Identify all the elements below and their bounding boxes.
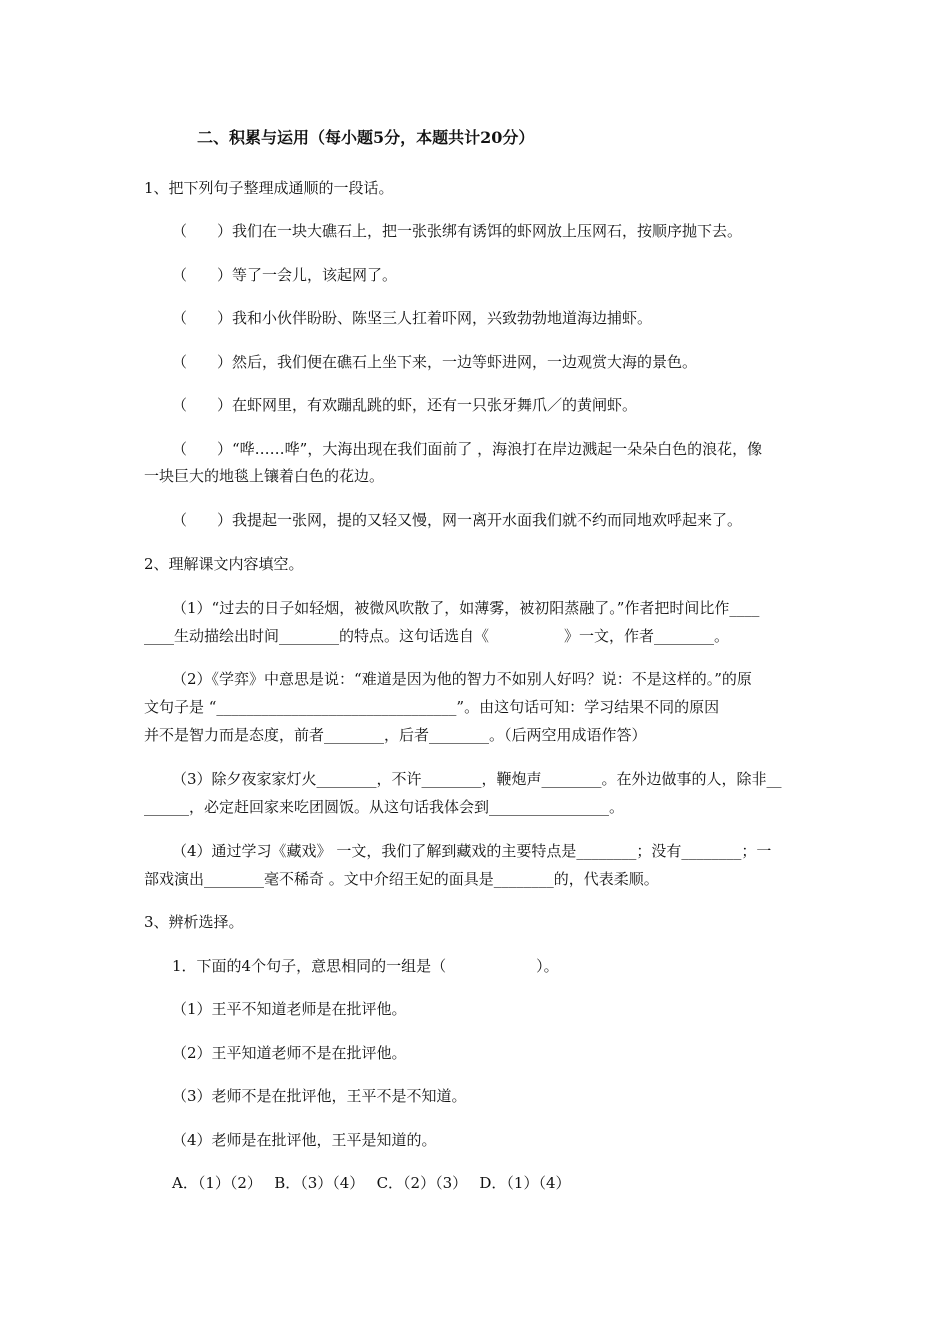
q1-item-3: （ ）我和小伙伴盼盼、陈坚三人扛着吓网，兴致勃勃地道海边捕虾。 [172, 309, 653, 327]
q1-item-5: （ ）在虾网里，有欢蹦乱跳的虾，还有一只张牙舞爪／的黄闸虾。 [172, 396, 638, 414]
q1-item-1: （ ）我们在一块大礁石上，把一张张绑有诱饵的虾网放上压网石，按顺序抛下去。 [172, 222, 743, 240]
q3-answer-choices: A．（1）（2） B．（3）（4） C．（2）（3） D．（1）（4） [172, 1174, 571, 1192]
q1-item-7: （ ）我提起一张网，提的又轻又慢，网一离开水面我们就不约而同地欢呼起来了。 [172, 511, 743, 529]
q3-option-2: （2）王平知道老师不是在批评他。 [172, 1044, 407, 1062]
q1-item-4: （ ）然后，我们便在礁石上坐下来，一边等虾进网，一边观赏大海的景色。 [172, 353, 698, 371]
q1-item-6-line1: （ ）“哗……哗”，大海出现在我们面前了 ，海浪打在岸边溅起一朵朵白色的浪花，像 [172, 440, 763, 458]
q2-p3-line1: （3）除夕夜家家灯火________，不许________，鞭炮声________。在外边做事的人，除非__ [172, 770, 782, 788]
q2-p4-line2: 部戏演出________毫不稀奇 。文中介绍王妃的面具是________的，代表柔顺。 [144, 870, 659, 888]
q2-p1-line2: ____生动描绘出时间________的特点。这句话选自《 》一文，作者________。 [144, 627, 730, 645]
q3-sub1: 1．下面的4个句子，意思相同的一组是（ ）。 [172, 957, 559, 975]
q2-p3-line2: ______，必定赶回家来吃团圆饭。从这句话我体会到________________。 [144, 798, 625, 816]
q2-p2-line2: 文句子是 “________________________________”。由这句话可知：学习结果不同的原因 [144, 698, 720, 716]
q2-prompt: 2、理解课文内容填空。 [144, 555, 304, 573]
q2-p2-line1: （2）《学弈》中意思是说：“难道是因为他的智力不如别人好吗？说：不是这样的。”的原 [172, 670, 752, 688]
q1-prompt: 1、把下列句子整理成通顺的一段话。 [144, 179, 394, 197]
q3-option-3: （3）老师不是在批评他，王平不是不知道。 [172, 1087, 467, 1105]
q3-option-4: （4）老师是在批评他，王平是知道的。 [172, 1131, 437, 1149]
section-title: 二、积累与运用（每小题5分，本题共计20分） [197, 128, 535, 147]
q2-p1-line1: （1）“过去的日子如轻烟，被微风吹散了，如薄雾，被初阳蒸融了。”作者把时间比作____ [172, 599, 760, 617]
q2-p4-line1: （4）通过学习《藏戏》 一文，我们了解到藏戏的主要特点是________；没有________；一 [172, 842, 772, 860]
q3-prompt: 3、辨析选择。 [144, 913, 244, 931]
q1-item-6-line2: 一块巨大的地毯上镶着白色的花边。 [144, 467, 385, 485]
q3-option-1: （1）王平不知道老师是在批评他。 [172, 1000, 407, 1018]
q2-p2-line3: 并不是智力而是态度，前者________，后者________。（后两空用成语作答） [144, 726, 647, 744]
q1-item-2: （ ）等了一会儿，该起网了。 [172, 266, 398, 284]
